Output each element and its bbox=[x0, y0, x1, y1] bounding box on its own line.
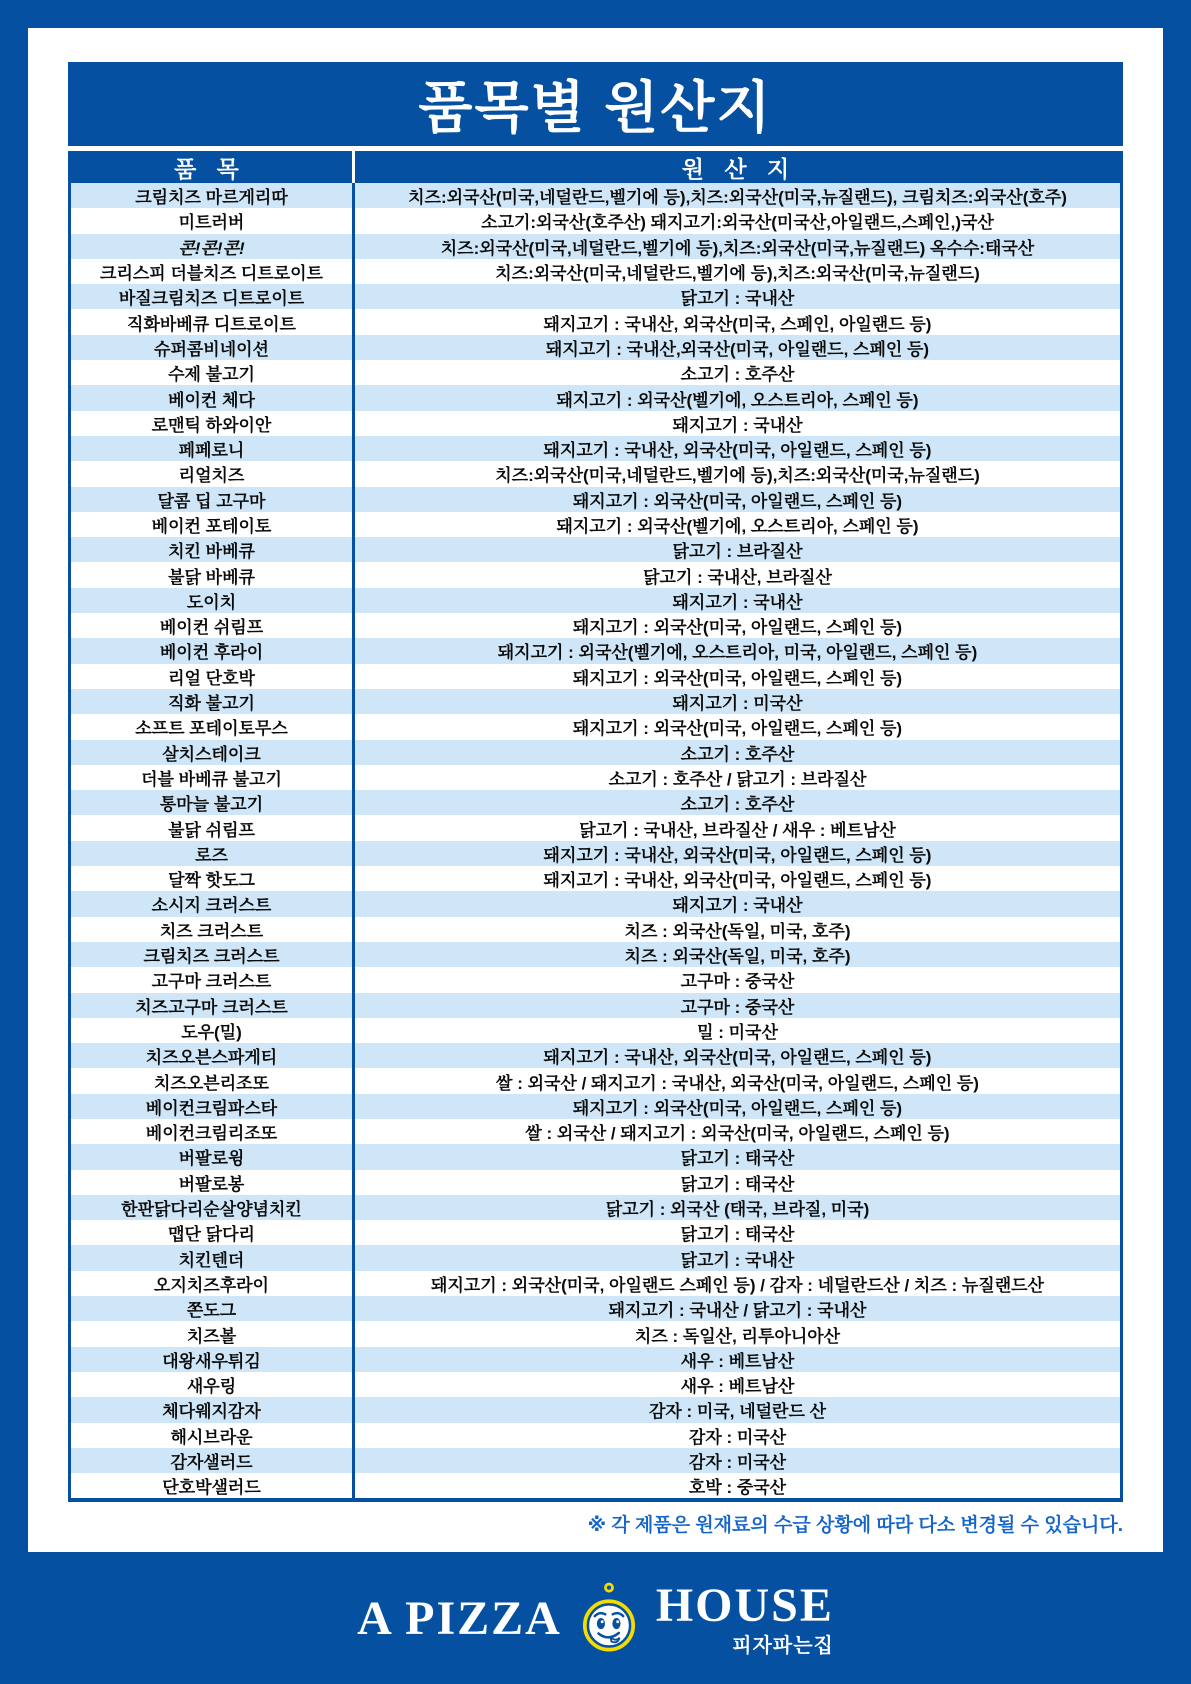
table-row bbox=[71, 1119, 1120, 1144]
table-row bbox=[71, 1296, 1120, 1321]
item-cell: 크림치즈 마르게리따 bbox=[71, 183, 355, 208]
item-cell: 치즈고구마 크러스트 bbox=[71, 993, 355, 1018]
origin-cell: 돼지고기 : 국내산 bbox=[672, 592, 803, 612]
item-cell: 미트러버 bbox=[71, 208, 355, 233]
item-cell: 버팔로봉 bbox=[71, 1170, 355, 1195]
origin-cell: 새우 : 베트남산 bbox=[680, 1377, 795, 1397]
pizza-mascot-icon bbox=[578, 1578, 640, 1658]
table-row bbox=[71, 385, 1120, 410]
table-row bbox=[71, 1321, 1120, 1346]
origin-cell: 돼지고기 : 외국산(벨기에, 오스트리아, 스페인 등) bbox=[556, 390, 919, 410]
item-cell: 베이컨크림리조또 bbox=[71, 1119, 355, 1144]
origin-cell: 치즈 : 외국산(독일, 미국, 호주) bbox=[624, 921, 851, 941]
item-cell: 콘!콘!콘! bbox=[71, 234, 355, 259]
item-cell: 베이컨 포테이토 bbox=[71, 512, 355, 537]
origin-cell: 닭고기 : 국내산, 브라질산 bbox=[643, 567, 832, 587]
table-row bbox=[71, 436, 1120, 461]
item-cell: 맵단 닭다리 bbox=[71, 1220, 355, 1245]
origin-cell: 돼지고기 : 국내산, 외국산(미국, 아일랜드, 스페인 등) bbox=[543, 441, 932, 461]
table-row bbox=[71, 208, 1120, 233]
table-row bbox=[71, 1018, 1120, 1043]
item-cell: 베이컨크림파스타 bbox=[71, 1094, 355, 1119]
origin-cell: 돼지고기 : 외국산(벨기에, 오스트리아, 스페인 등) bbox=[556, 517, 919, 536]
origin-cell: 돼지고기 : 외국산(벨기에, 오스트리아, 미국, 아일랜드, 스페인 등) bbox=[497, 643, 978, 663]
column-header-item: 품 목 bbox=[68, 151, 355, 183]
logo-right-block bbox=[656, 1578, 834, 1658]
item-cell: 오지치즈후라이 bbox=[71, 1271, 355, 1296]
origin-cell: 돼지고기 : 미국산 bbox=[672, 694, 803, 714]
origin-cell: 치즈 : 외국산(독일, 미국, 호주) bbox=[624, 947, 851, 967]
table-row bbox=[71, 1448, 1120, 1473]
table-row bbox=[71, 512, 1120, 537]
origin-cell: 돼지고기 : 국내산 bbox=[672, 896, 803, 916]
origin-cell: 치즈:외국산(미국,네덜란드,벨기에 등),치즈:외국산(미국,뉴질랜드), 크림치즈:외국산(호주) bbox=[408, 188, 1067, 208]
item-cell: 리얼 단호박 bbox=[71, 664, 355, 689]
table-row bbox=[71, 309, 1120, 334]
page-title: 품목별 원산지 bbox=[418, 76, 773, 139]
item-cell: 수제 불고기 bbox=[71, 360, 355, 385]
origin-cell: 감자 : 미국산 bbox=[688, 1427, 787, 1447]
item-cell: 한판닭다리순살양념치킨 bbox=[71, 1195, 355, 1220]
table-row bbox=[71, 866, 1120, 891]
item-cell: 소프트 포테이토무스 bbox=[71, 714, 355, 739]
item-cell: 베이컨 체다 bbox=[71, 385, 355, 410]
origin-cell: 감자 : 미국산 bbox=[688, 1452, 787, 1472]
table-row bbox=[71, 1068, 1120, 1093]
table-row bbox=[71, 1094, 1120, 1119]
origin-cell: 쌀 : 외국산 / 돼지고기 : 외국산(미국, 아일랜드, 스페인 등) bbox=[525, 1124, 950, 1144]
origin-cell: 고구마 : 중국산 bbox=[680, 972, 795, 992]
item-cell: 해시브라운 bbox=[71, 1423, 355, 1448]
item-cell: 달짝 핫도그 bbox=[71, 866, 355, 891]
table-row bbox=[71, 1043, 1120, 1068]
white-panel bbox=[28, 28, 1163, 1552]
table-row bbox=[71, 487, 1120, 512]
table-row bbox=[71, 1372, 1120, 1397]
origin-table bbox=[68, 62, 1123, 1502]
origin-cell: 감자 : 미국, 네덜란드 산 bbox=[648, 1402, 827, 1422]
item-cell: 바질크림치즈 디트로이트 bbox=[71, 284, 355, 309]
item-cell: 크리스피 더블치즈 디트로이트 bbox=[71, 259, 355, 284]
item-cell: 치킨텐더 bbox=[71, 1245, 355, 1270]
table-row bbox=[71, 841, 1120, 866]
table-row bbox=[71, 1195, 1120, 1220]
item-cell: 도우(밀) bbox=[71, 1018, 355, 1043]
table-row bbox=[71, 284, 1120, 309]
table-row bbox=[71, 335, 1120, 360]
origin-cell: 소고기:외국산(호주산) 돼지고기:외국산(미국산,아일랜드,스페인,)국산 bbox=[481, 213, 994, 233]
item-cell: 쫀도그 bbox=[71, 1296, 355, 1321]
logo-subtitle: 피자파는집 bbox=[732, 1635, 834, 1657]
item-cell: 새우링 bbox=[71, 1372, 355, 1397]
table-row bbox=[71, 967, 1120, 992]
item-cell: 리얼치즈 bbox=[71, 461, 355, 486]
item-cell: 베이컨 쉬림프 bbox=[71, 613, 355, 638]
item-cell: 체다웨지감자 bbox=[71, 1397, 355, 1422]
table-row bbox=[71, 1170, 1120, 1195]
table-row bbox=[71, 1473, 1120, 1498]
item-cell: 불닭 바베큐 bbox=[71, 562, 355, 587]
origin-cell: 소고기 : 호주산 / 닭고기 : 브라질산 bbox=[608, 769, 867, 789]
table-row bbox=[71, 1245, 1120, 1270]
origin-cell: 돼지고기 : 외국산(미국, 아일랜드, 스페인 등) bbox=[572, 1098, 903, 1118]
table-row bbox=[71, 638, 1120, 663]
table-row bbox=[71, 613, 1120, 638]
item-cell: 불닭 쉬림프 bbox=[71, 815, 355, 840]
origin-cell: 닭고기 : 국내산, 브라질산 / 새우 : 베트남산 bbox=[579, 820, 896, 840]
item-cell: 직화바베큐 디트로이트 bbox=[71, 309, 355, 334]
table-row bbox=[71, 1423, 1120, 1448]
origin-cell: 치즈:외국산(미국,네덜란드,벨기에 등),치즈:외국산(미국,뉴질랜드) bbox=[495, 466, 980, 486]
table-title-bar bbox=[68, 62, 1123, 146]
origin-cell: 돼지고기 : 국내산, 외국산(미국, 스페인, 아일랜드 등) bbox=[543, 314, 932, 334]
item-cell: 베이컨 후라이 bbox=[71, 638, 355, 663]
item-cell: 버팔로윙 bbox=[71, 1144, 355, 1169]
table-row bbox=[71, 234, 1120, 259]
item-cell: 크림치즈 크러스트 bbox=[71, 942, 355, 967]
origin-cell: 돼지고기 : 국내산 bbox=[672, 415, 803, 435]
brand-footer bbox=[0, 1552, 1191, 1684]
table-row bbox=[71, 917, 1120, 942]
origin-cell: 돼지고기 : 외국산(미국, 아일랜드, 스페인 등) bbox=[572, 618, 903, 638]
item-cell: 고구마 크러스트 bbox=[71, 967, 355, 992]
table-row bbox=[71, 1397, 1120, 1422]
table-row bbox=[71, 259, 1120, 284]
origin-cell: 밀 : 미국산 bbox=[697, 1022, 778, 1042]
item-cell: 치즈오븐스파게티 bbox=[71, 1043, 355, 1068]
item-cell: 치즈오븐리조또 bbox=[71, 1068, 355, 1093]
table-header-row bbox=[68, 151, 1123, 183]
origin-cell: 닭고기 : 태국산 bbox=[680, 1149, 795, 1169]
origin-cell: 닭고기 : 국내산 bbox=[680, 289, 795, 309]
table-row bbox=[71, 588, 1120, 613]
item-cell: 달콤 딥 고구마 bbox=[71, 487, 355, 512]
table-row bbox=[71, 411, 1120, 436]
origin-cell: 소고기 : 호주산 bbox=[680, 744, 795, 764]
table-row bbox=[71, 183, 1120, 208]
item-cell: 더블 바베큐 불고기 bbox=[71, 765, 355, 790]
item-cell: 치킨 바베큐 bbox=[71, 537, 355, 562]
logo-text-right: HOUSE bbox=[655, 1579, 834, 1632]
origin-cell: 닭고기 : 외국산 (태국, 브라질, 미국) bbox=[605, 1200, 870, 1220]
item-cell: 페페로니 bbox=[71, 436, 355, 461]
table-row bbox=[71, 461, 1120, 486]
origin-cell: 치즈 : 독일산, 리투아니아산 bbox=[634, 1326, 841, 1346]
table-row bbox=[71, 562, 1120, 587]
table-row bbox=[71, 815, 1120, 840]
origin-cell: 돼지고기 : 외국산(미국, 아일랜드, 스페인 등) bbox=[572, 668, 903, 688]
item-cell: 단호박샐러드 bbox=[71, 1473, 355, 1498]
table-row bbox=[71, 740, 1120, 765]
origin-cell: 닭고기 : 브라질산 bbox=[672, 542, 803, 562]
footnote-text: ※ 각 제품은 원재료의 수급 상황에 따라 다소 변경될 수 있습니다. bbox=[587, 1515, 1123, 1536]
table-row bbox=[71, 993, 1120, 1018]
table-row bbox=[71, 1144, 1120, 1169]
item-cell: 슈퍼콤비네이션 bbox=[71, 335, 355, 360]
table-row bbox=[71, 942, 1120, 967]
origin-cell: 치즈:외국산(미국,네덜란드,벨기에 등),치즈:외국산(미국,뉴질랜드) bbox=[495, 264, 980, 284]
origin-cell: 소고기 : 호주산 bbox=[680, 365, 795, 385]
origin-cell: 돼지고기 : 외국산(미국, 아일랜드, 스페인 등) bbox=[572, 719, 903, 739]
table-row bbox=[71, 891, 1120, 916]
origin-cell: 돼지고기 : 국내산, 외국산(미국, 아일랜드, 스페인 등) bbox=[543, 845, 932, 865]
table-row bbox=[71, 1220, 1120, 1245]
logo-text-left: A PIZZA bbox=[357, 1591, 562, 1645]
origin-cell: 고구마 : 중국산 bbox=[680, 997, 795, 1017]
item-cell: 감자샐러드 bbox=[71, 1448, 355, 1473]
origin-cell: 돼지고기 : 국내산, 외국산(미국, 아일랜드, 스페인 등) bbox=[543, 871, 932, 891]
table-row bbox=[71, 790, 1120, 815]
item-cell: 직화 불고기 bbox=[71, 689, 355, 714]
origin-cell: 닭고기 : 국내산 bbox=[680, 1250, 795, 1270]
table-body bbox=[68, 183, 1123, 1502]
table-row bbox=[71, 1347, 1120, 1372]
table-row bbox=[71, 537, 1120, 562]
item-cell: 치즈 크러스트 bbox=[71, 917, 355, 942]
origin-cell: 닭고기 : 태국산 bbox=[680, 1225, 795, 1245]
table-row bbox=[71, 714, 1120, 739]
item-cell: 살치스테이크 bbox=[71, 740, 355, 765]
origin-cell: 돼지고기 : 국내산, 외국산(미국, 아일랜드, 스페인 등) bbox=[543, 1048, 932, 1068]
origin-cell: 치즈:외국산(미국,네덜란드,벨기에 등),치즈:외국산(미국,뉴질랜드) 옥수수:태국산 bbox=[440, 238, 1035, 258]
item-cell: 도이치 bbox=[71, 588, 355, 613]
table-row bbox=[71, 664, 1120, 689]
table-row bbox=[71, 1271, 1120, 1296]
origin-cell: 새우 : 베트남산 bbox=[680, 1351, 795, 1371]
origin-cell: 소고기 : 호주산 bbox=[680, 795, 795, 815]
origin-cell: 돼지고기 : 국내산,외국산(미국, 아일랜드, 스페인 등) bbox=[545, 339, 930, 359]
origin-cell: 돼지고기 : 외국산(미국, 아일랜드, 스페인 등) bbox=[572, 491, 903, 511]
origin-cell: 닭고기 : 태국산 bbox=[680, 1174, 795, 1194]
table-row bbox=[71, 689, 1120, 714]
item-cell: 로즈 bbox=[71, 841, 355, 866]
table-row bbox=[71, 360, 1120, 385]
origin-cell: 호박 : 중국산 bbox=[688, 1478, 787, 1498]
item-cell: 통마늘 불고기 bbox=[71, 790, 355, 815]
origin-cell: 돼지고기 : 국내산 / 닭고기 : 국내산 bbox=[608, 1301, 867, 1321]
item-cell: 소시지 크러스트 bbox=[71, 891, 355, 916]
column-header-origin: 원 산 지 bbox=[681, 155, 797, 182]
origin-cell: 쌀 : 외국산 / 돼지고기 : 국내산, 외국산(미국, 아일랜드, 스페인 등) bbox=[496, 1073, 979, 1093]
item-cell: 치즈볼 bbox=[71, 1321, 355, 1346]
origin-cell: 돼지고기 : 외국산(미국, 아일랜드 스페인 등) / 감자 : 네덜란드산 / 치즈 : 뉴질랜드산 bbox=[431, 1275, 1044, 1295]
item-cell: 로맨틱 하와이안 bbox=[71, 411, 355, 436]
table-row bbox=[71, 765, 1120, 790]
item-cell: 대왕새우튀김 bbox=[71, 1347, 355, 1372]
